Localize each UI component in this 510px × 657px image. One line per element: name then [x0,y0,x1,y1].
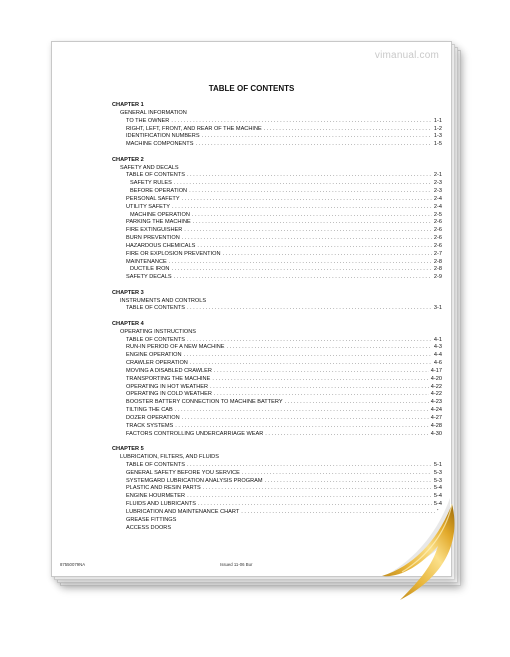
dot-leader [197,243,432,251]
dot-leader [172,204,432,212]
toc-entry-page: 4-30 [430,430,442,437]
toc-entry-title: MACHINE OPERATION [130,211,190,218]
toc-entry-page: 2-3 [433,180,442,187]
toc-entry [112,376,442,384]
toc-entry-page: 4-3 [433,344,442,351]
toc-entry [112,180,442,188]
toc-entry-title: GENERAL INFORMATION [120,109,187,116]
toc-entry [112,415,442,423]
toc-entry-page: 1-1 [433,117,442,124]
dot-leader [184,352,432,360]
toc-entry-page: 2-6 [433,235,442,242]
dot-leader [182,196,432,204]
dot-leader [265,478,432,486]
toc-entry-page: 4-24 [430,407,442,414]
toc-entry-page: 5-4 [433,485,442,492]
toc-entry-title: FLUIDS AND LUBRICANTS [126,501,196,508]
toc-entry-title: SAFETY AND DECALS [120,164,179,171]
toc-entry-page: 1-3 [433,133,442,140]
toc-entry-page: 4-17 [430,367,442,374]
chapter-heading: CHAPTER 5 [112,446,144,453]
toc-entry-page: 5-3 [433,477,442,484]
toc-entry [112,204,442,212]
toc-entry-title: LUBRICATION, FILTERS, AND FLUIDS [120,453,219,460]
toc-entry [112,133,442,141]
toc-entry-title: PARKING THE MACHINE [126,219,191,226]
toc-entry [112,141,442,149]
dot-leader [171,266,431,274]
toc-entry [112,360,442,368]
toc-entry [112,352,442,360]
dot-leader [242,470,432,478]
toc-entry [112,212,442,220]
toc-entry [112,337,442,345]
toc-entry-title: MOVING A DISABLED CRAWLER [126,367,212,374]
toc-entry-page: 2-3 [433,188,442,195]
dot-leader [187,337,432,345]
dot-leader [169,259,432,267]
toc-entry-title: OPERATING IN HOT WEATHER [126,383,209,390]
dot-leader [187,305,432,313]
toc-entry-page: 1-5 [433,141,442,148]
toc-entry [112,485,442,493]
toc-entry-title: IDENTIFICATION NUMBERS [126,133,200,140]
dot-leader [189,188,432,196]
toc-entry-title: CRAWLER OPERATION [126,360,188,367]
toc-entry [112,344,442,352]
toc-entry [112,298,442,306]
dot-leader [223,251,432,259]
toc-entry [112,478,442,486]
toc-entry-page: 5-3 [433,469,442,476]
toc-entry-title: GREASE FITTINGS [126,516,177,523]
dot-leader [195,141,431,149]
dot-leader [285,399,429,407]
toc-entry [112,118,442,126]
toc-entry-page: 4-23 [430,399,442,406]
toc-entry-page: 3-1 [433,305,442,312]
toc-entry-page: 4-1 [433,336,442,343]
toc-entry-title: SAFETY RULES [130,180,172,187]
toc-entry-title: MAINTENANCE [126,258,167,265]
toc-entry-title: GENERAL SAFETY BEFORE YOU SERVICE [126,469,240,476]
toc-entry-page: 2-4 [433,203,442,210]
toc-entry-page: 4-27 [430,415,442,421]
toc-entry-title: ENGINE HOURMETER [126,493,186,500]
dot-leader [175,423,429,431]
toc-entry [112,470,442,478]
page-curl-icon [380,496,470,606]
toc-entry [112,219,442,227]
toc-entry-page: 2-7 [433,250,442,257]
dot-leader [202,133,432,141]
toc-entry [112,399,442,407]
toc-entry-title: TABLE OF CONTENTS [126,172,185,179]
toc-entry-page: 4-22 [430,383,442,390]
toc-entry [112,251,442,259]
toc-entry-page: 2-6 [433,242,442,249]
dot-leader [174,180,432,188]
dot-leader [187,462,432,470]
dot-leader [187,172,432,180]
toc-entry-title: BEFORE OPERATION [130,188,188,195]
toc-entry-title: TILTING THE CAB [126,407,173,414]
dot-leader [190,360,432,368]
dot-leader [214,391,429,399]
toc-entry-title: RUN-IN PERIOD OF A NEW MACHINE [126,344,225,351]
toc-entry-title: MACHINE COMPONENTS [126,141,194,148]
table-of-contents [112,102,442,532]
dot-leader [214,368,429,376]
toc-entry-title: TABLE OF CONTENTS [126,461,185,468]
dot-leader [175,407,429,415]
toc-entry-title: HAZARDOUS CHEMICALS [126,242,196,249]
toc-entry-title: FIRE EXTINGUISHER [126,227,183,234]
toc-entry [112,454,442,462]
toc-entry [112,407,442,415]
toc-entry-title: OPERATING IN COLD WEATHER [126,391,212,398]
toc-entry-page: 2-8 [433,266,442,273]
dot-leader [212,376,428,384]
document-code: 87550079NA [60,562,86,567]
toc-entry-page: 2-1 [433,172,442,179]
toc-entry-page: 5-4 [433,493,442,500]
chapter-heading: CHAPTER 1 [112,102,144,108]
toc-entry-title: BOOSTER BATTERY CONNECTION TO MACHINE BATTERY [126,399,283,406]
dot-leader [184,227,432,235]
toc-entry-title: TRACK SYSTEMS [126,422,174,429]
toc-entry-title: DUCTILE IRON [130,266,170,273]
chapter-heading: CHAPTER 4 [112,320,144,327]
toc-entry-page: 2-4 [433,195,442,202]
toc-entry-page: 5-1 [433,461,442,468]
toc-entry-page: 5-4 [433,501,442,508]
chapter-heading: CHAPTER 3 [112,289,144,296]
toc-entry-title: PERSONAL SAFETY [126,195,180,202]
toc-entry-title: ACCESS DOORS [126,524,172,531]
dot-leader [264,126,432,134]
dot-leader [182,235,432,243]
toc-entry-title: ENGINE OPERATION [126,352,182,359]
toc-entry-page: 2-5 [433,211,442,218]
dot-leader [227,344,432,352]
watermark: vimanual.com [374,50,439,61]
toc-entry [112,126,442,134]
toc-entry-title: SYSTEMGARD LUBRICATION ANALYSIS PROGRAM [126,477,263,484]
toc-entry [112,188,442,196]
toc-entry-page: 2-6 [433,227,442,234]
toc-entry [112,243,442,251]
dot-leader [192,212,432,220]
toc-entry-title: OPERATING INSTRUCTIONS [120,328,197,335]
toc-entry [112,165,442,173]
dot-leader [182,415,429,423]
toc-entry-title: RIGHT, LEFT, FRONT, AND REAR OF THE MACHINE [126,125,262,132]
dot-leader [210,384,429,392]
toc-entry-title: LUBRICATION AND MAINTENANCE CHART [126,508,240,515]
toc-entry-page: 1-2 [433,125,442,132]
toc-entry-title: TRANSPORTING THE MACHINE [126,375,211,382]
toc-entry-page: 4-4 [433,352,442,359]
toc-entry [112,274,442,282]
toc-entry [112,259,442,267]
dot-leader [174,274,432,282]
page-title: TABLE OF CONTENTS [208,84,295,93]
toc-entry-title: SAFETY DECALS [126,274,172,281]
toc-entry [112,172,442,180]
toc-entry-title: TO THE OWNER [126,117,170,124]
toc-entry-page: 4-20 [430,375,442,382]
toc-entry-title: TABLE OF CONTENTS [126,305,185,312]
dot-leader [265,431,429,439]
toc-entry-page: 4-22 [430,391,442,398]
toc-entry-title: PLASTIC AND RESIN PARTS [126,485,201,492]
toc-entry [112,235,442,243]
toc-entry [112,110,442,118]
toc-entry-page: 4-6 [433,360,442,367]
chapter-heading: CHAPTER 2 [112,156,144,163]
toc-entry-title: INSTRUMENTS AND CONTROLS [120,297,207,304]
toc-entry-title: FACTORS CONTROLLING UNDERCARRIAGE WEAR [126,430,264,437]
toc-entry [112,196,442,204]
toc-entry-title: TABLE OF CONTENTS [126,336,185,343]
toc-entry-page: 2-6 [433,219,442,226]
toc-entry [112,462,442,470]
toc-entry-title: UTILITY SAFETY [126,203,171,210]
issue-date: Issued 11-06 Bur [220,562,253,567]
toc-entry [112,368,442,376]
dot-leader [171,118,432,126]
toc-entry-page: 4-28 [430,422,442,429]
toc-entry-page: 2-8 [433,258,442,265]
dot-leader [203,485,432,493]
toc-entry [112,305,442,313]
toc-entry [112,391,442,399]
toc-entry-page: 2-9 [433,274,442,281]
toc-entry [112,266,442,274]
dot-leader [193,219,432,227]
toc-entry [112,227,442,235]
toc-entry-title: FIRE OR EXPLOSION PREVENTION [126,250,221,257]
toc-entry [112,431,442,439]
toc-entry [112,329,442,337]
toc-entry-title: DOZER OPERATION [126,415,180,421]
toc-entry [112,384,442,392]
toc-entry [112,423,442,431]
toc-entry-title: BURN PREVENTION [126,235,180,242]
